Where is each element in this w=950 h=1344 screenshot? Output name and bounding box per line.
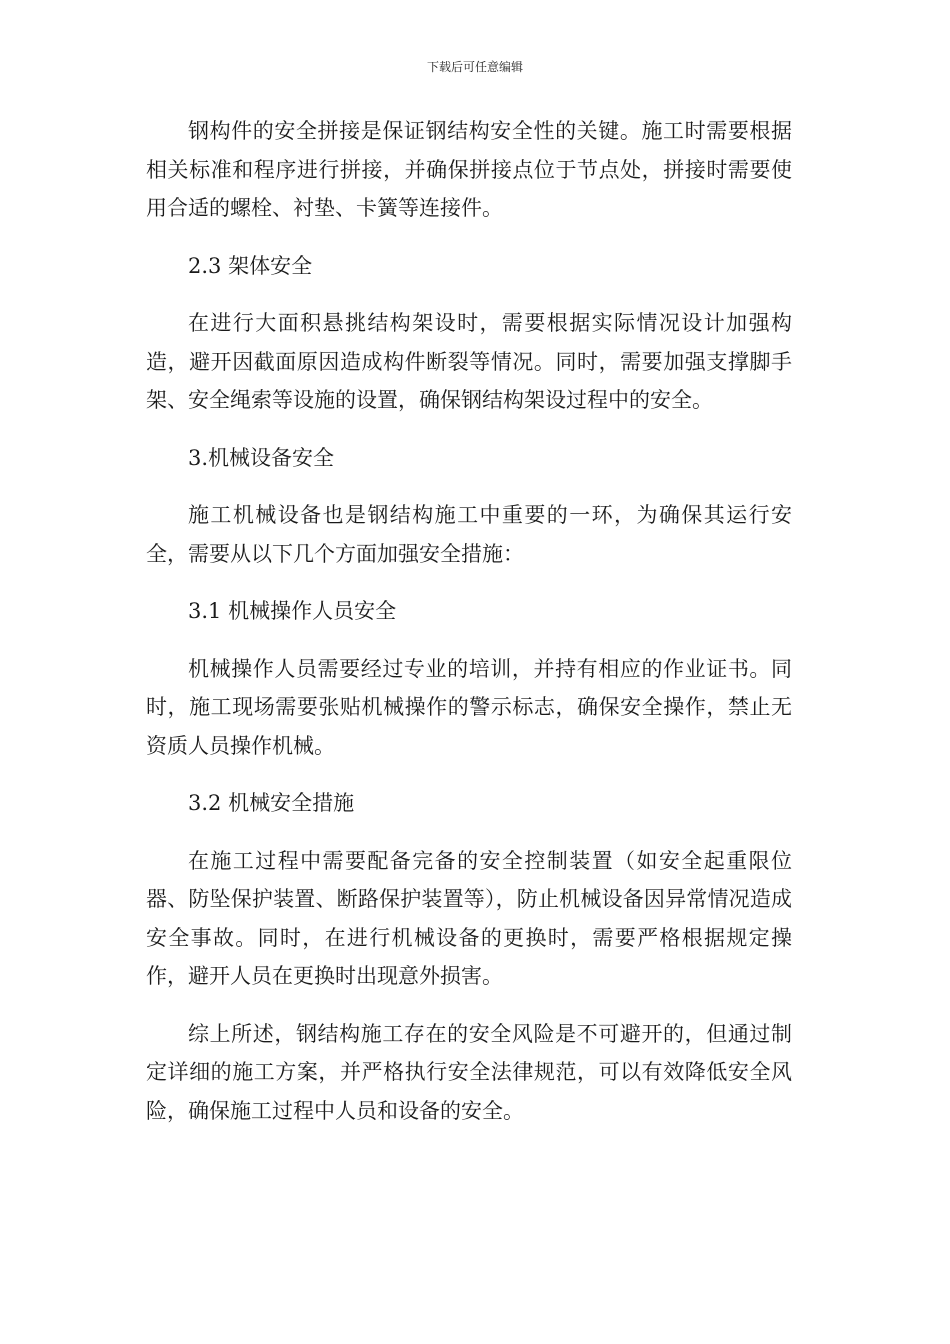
paragraph-frame-safety: 在进行大面积悬挑结构架设时，需要根据实际情况设计加强构造，避开因截面原因造成构件断裂等情况。同时，需要加强支撑脚手架、安全绳索等设施的设置，确保钢结构架设过程中的安全。 bbox=[146, 311, 792, 412]
heading-2-3: 2.3 架体安全 bbox=[188, 253, 313, 278]
heading-3-2: 3.2 机械安全措施 bbox=[188, 791, 355, 815]
heading-3-1: 3.1 机械操作人员安全 bbox=[188, 599, 397, 623]
paragraph-steel-splicing: 钢构件的安全拼接是保证钢结构安全性的关键。施工时需要根据相关标准和程序进行拼接，并确保拼接点位于节点处，拼接时需要使用合适的螺栓、衬垫、卡簧等连接件。 bbox=[146, 119, 792, 220]
paragraph-conclusion: 综上所述，钢结构施工存在的安全风险是不可避开的，但通过制定详细的施工方案，并严格执行安全法律规范，可以有效降低安全风险，确保施工过程中人员和设备的安全。 bbox=[146, 1021, 792, 1123]
document-body bbox=[146, 112, 792, 1149]
paragraph-machinery-intro: 施工机械设备也是钢结构施工中重要的一环，为确保其运行安全，需要从以下几个方面加强安全措施： bbox=[146, 503, 792, 566]
paragraph-operator-safety: 机械操作人员需要经过专业的培训，并持有相应的作业证书。同时，施工现场需要张贴机械操作的警示标志，确保安全操作，禁止无资质人员操作机械。 bbox=[146, 656, 792, 758]
heading-3: 3.机械设备安全 bbox=[188, 445, 335, 470]
paragraph-machine-measures: 在施工过程中需要配备完备的安全控制装置（如安全起重限位器、防坠保护装置、断路保护装置等），防止机械设备因异常情况造成安全事故。同时，在进行机械设备的更换时，需要严格根据规定操作，避开人员在更换时出现意外损害。 bbox=[146, 848, 792, 988]
page-header-note: 下载后可任意编辑 bbox=[426, 60, 523, 74]
